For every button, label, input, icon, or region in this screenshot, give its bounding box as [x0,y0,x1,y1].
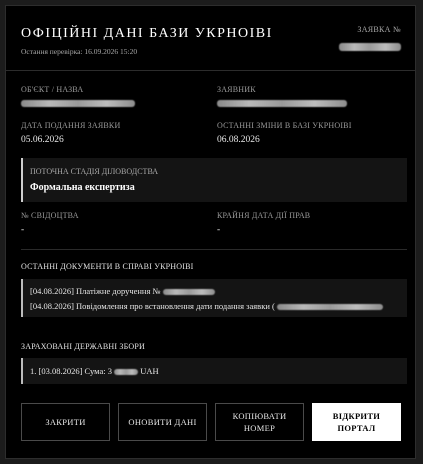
refresh-data-button[interactable]: ОНОВИТИ ДАНІ [118,403,207,441]
fees-title: ЗАРАХОВАНІ ДЕРЖАВНІ ЗБОРИ [21,342,145,351]
application-number-redacted [339,43,401,51]
document-text: [04.08.2026] Платіжне доручення № [30,286,161,296]
document-detail-redacted [277,304,383,310]
fees-list [21,358,407,384]
certificate-value: - [21,225,25,235]
official-data-modal [5,5,416,459]
last-change-label: ОСТАННІ ЗМІНИ В БАЗІ УКРНОІВІ [217,121,352,130]
last-change-value: 06.08.2026 [217,135,260,145]
certificate-label: № СВІДОЦТВА [21,211,79,220]
list-item [30,286,215,296]
document-text: [04.08.2026] Повідомлення про встановлення дати подання заявки ( [30,301,275,311]
list-item [30,301,383,311]
open-portal-button[interactable]: ВІДКРИТИ ПОРТАЛ [312,403,401,441]
object-value-redacted [21,100,135,107]
filing-date-label: ДАТА ПОДАННЯ ЗАЯВКИ [21,121,121,130]
copy-number-button[interactable]: КОПІЮВАТИ НОМЕР [215,403,304,441]
deadline-label: КРАЙНЯ ДАТА ДІЇ ПРАВ [217,211,311,220]
modal-header [6,6,415,71]
current-stage-value: Формальна експертиза [30,182,135,193]
fee-amount-redacted [114,369,138,375]
object-label: ОБ'ЄКТ / НАЗВА [21,85,84,94]
applicant-value-redacted [217,100,347,107]
section-divider [21,249,407,250]
fee-currency: UAH [140,366,159,376]
list-item [30,366,159,376]
last-check-text: Остання перевірка: 16.09.2026 15:20 [21,47,138,56]
modal-title: ОФІЦІЙНІ ДАНІ БАЗИ УКРНОІВІ [21,26,273,41]
filing-date-value: 05.06.2026 [21,135,64,145]
current-stage-label: ПОТОЧНА СТАДІЯ ДІЛОВОДСТВА [30,167,159,176]
documents-list [21,279,407,317]
applicant-label: ЗАЯВНИК [217,85,256,94]
close-button[interactable]: ЗАКРИТИ [21,403,110,441]
document-number-redacted [163,289,215,295]
deadline-value: - [217,225,221,235]
current-stage-box [21,158,407,202]
fee-text: 1. [03.08.2026] Сума: 3 [30,366,112,376]
application-number-label: ЗАЯВКА № [357,25,401,34]
documents-title: ОСТАННІ ДОКУМЕНТИ В СПРАВІ УКРНОІВІ [21,262,194,271]
